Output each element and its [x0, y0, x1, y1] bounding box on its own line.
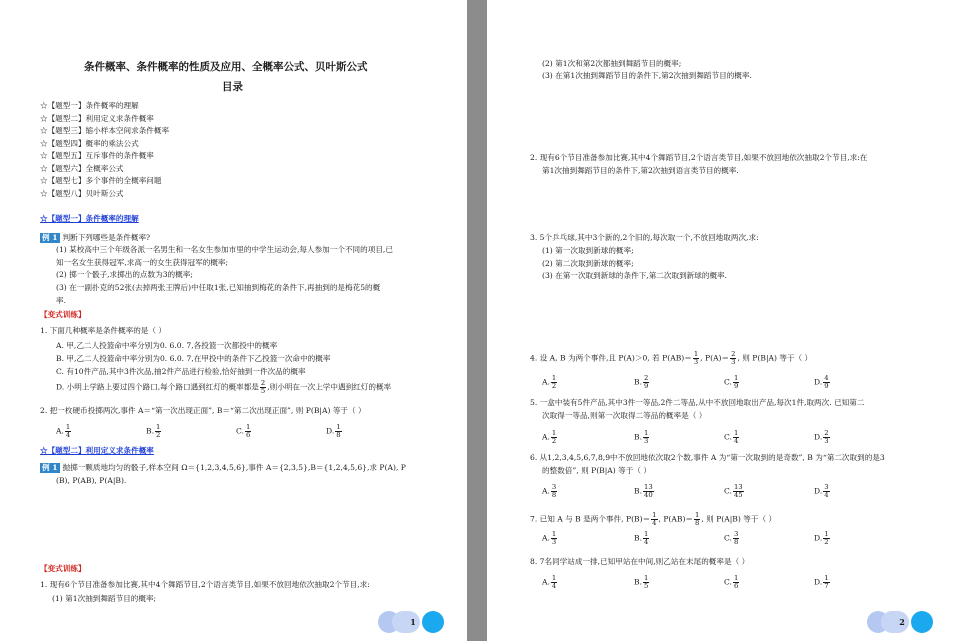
question-1-option-b[interactable]: B. 甲,乙二人投篮命中率分别为0. 6.0. 7,在甲投中的条件下乙投篮一次命中的概率 — [56, 354, 331, 363]
toc-item[interactable]: ☆【题型七】多个事件的全概率问题 — [40, 176, 162, 185]
variant-heading: 【变式训练】 — [40, 310, 86, 319]
option-c[interactable]: C. $\frac{1}{4}$ — [724, 429, 739, 445]
toc-item[interactable]: ☆【题型六】全概率公式 — [40, 163, 124, 173]
question-3-text: (1) 第一次取到新球的概率; — [542, 246, 634, 255]
option-b[interactable]: B. $\frac{1}{5}$ — [634, 574, 649, 590]
question-2-stem: 2. 把一枚硬币投掷两次,事件 A＝“第一次出现正面”, B＝“第二次出现正面”, 则 P(B|A) 等于（ ） — [40, 406, 366, 415]
example-text: 抛掷一颗质地均匀的骰子,样本空间 Ω＝{1,2,3,4,5,6},事件 A＝{2,3,5},B＝{1,2,4,5,6},求 P(A), P — [62, 463, 406, 472]
fraction: $\frac{2}{5}$ — [260, 379, 266, 395]
question-3-text: (3) 在第一次取到新球的条件下,第二次取到新球的概率. — [542, 271, 728, 280]
option-a[interactable]: A. $\frac{1}{2}$ — [542, 374, 557, 390]
option-d[interactable]: D. $\frac{3}{4}$ — [814, 483, 829, 499]
example-text: 率. — [56, 296, 67, 305]
example-text: (1) 某校高中三个年级各派一名男生和一名女生参加市里的中学生运动会,每人参加一个不同的项目,已 — [56, 245, 393, 254]
question-text: (3) 在第1次抽到舞蹈节目的条件下,第2次抽到舞蹈节目的概率. — [542, 71, 752, 80]
option-a[interactable]: A. $\frac{3}{8}$ — [542, 483, 557, 499]
document-title: 条件概率、条件概率的性质及应用、全概率公式、贝叶斯公式 — [84, 61, 368, 73]
question-2-text: 第1次抽到舞蹈节目的条件下,第2次抽到语言类节目的概率. — [542, 166, 739, 175]
question-6-text: 6. 从1,2,3,4,5,6,7,8,9中不放回地依次取2个数,事件 A 为“第一次取到的是奇数”, B 为“第二次取到的是3 — [530, 453, 885, 462]
question-1-option-a[interactable]: A. 甲,乙二人投篮命中率分别为0. 6.0. 7,各投篮一次都投中的概率 — [56, 341, 278, 350]
option-c[interactable]: C. $\frac{13}{45}$ — [724, 483, 743, 499]
option-d[interactable]: D. $\frac{1}{8}$ — [326, 423, 341, 439]
question-text: (2) 第1次和第2次都抽到舞蹈节目的概率; — [542, 59, 682, 68]
question-2-text: 2. 现有6个节目准备参加比赛,其中4个舞蹈节目,2个语言类节目,如果不放回地依次抽取2个节目,求:在 — [530, 153, 868, 162]
page-2 — [487, 0, 965, 641]
option-c[interactable]: C. $\frac{1}{9}$ — [724, 374, 739, 390]
question-8-stem: 8. 7名同学站成一排,已知甲站在中间,则乙站在末尾的概率是（ ） — [530, 557, 750, 566]
example-text: (2) 掷一个骰子,求掷出的点数为3的概率; — [56, 270, 193, 279]
question-4-stem: 4. 设 A, B 为两个事件,且 P(A)＞0, 若 P(AB)＝ $\frac{1}{3}$ , P(A)＝ $\frac{2}{3}$ , 则 P(B|A) 等于（ ） — [530, 350, 813, 366]
question-1-option-d[interactable]: D. 小明上学路上要过四个路口,每个路口遇到红灯的概率都是 $\frac{2}{5}$ ,则小明在一次上学中遇到红灯的概率 — [56, 379, 392, 395]
option-b[interactable]: B. $\frac{1}{2}$ — [146, 423, 161, 439]
question-5-text: 5. 一盒中装有5件产品,其中3件一等品,2件二等品,从中不放回地取出产品,每次1件,取两次. 已知第二 — [530, 398, 865, 407]
example-2 — [40, 463, 406, 473]
section-heading-2: ☆【题型二】利用定义求条件概率 — [40, 446, 154, 455]
page-number: 2 — [899, 617, 905, 627]
question-5-text: 次取得一等品,则第一次取得二等品的概率是（ ） — [542, 411, 707, 420]
example-text: 知一名女生获得冠军,求高一的女生获得冠军的概率; — [56, 257, 229, 267]
option-c[interactable]: C. $\frac{3}{8}$ — [724, 530, 739, 546]
option-a[interactable]: A. $\frac{1}{3}$ — [542, 530, 557, 546]
question-text: (1) 第1次抽到舞蹈节目的概率; — [52, 594, 157, 603]
question-7-stem: 7. 已知 A 与 B 是两个事件, P(B)＝ $\frac{1}{4}$ , P(AB)＝ $\frac{1}{8}$ , 则 P(A|B) 等于（ ） — [530, 511, 777, 527]
option-d[interactable]: D. $\frac{2}{3}$ — [814, 429, 829, 445]
toc-item[interactable]: ☆【题型八】贝叶斯公式 — [40, 188, 124, 198]
question-6-text: 的整数倍”, 则 P(B|A) 等于（ ） — [542, 466, 651, 475]
option-b[interactable]: B. $\frac{1}{4}$ — [634, 530, 649, 546]
option-b[interactable]: B. $\frac{13}{40}$ — [634, 483, 653, 499]
option-d[interactable]: D. $\frac{1}{2}$ — [814, 530, 829, 546]
option-a[interactable]: A. $\frac{1}{4}$ — [542, 574, 557, 590]
question-3-text: 3. 5个乒乓球,其中3个新的,2个旧的,每次取一个,不放回地取两次,求: — [530, 233, 759, 242]
toc-item[interactable]: ☆【题型五】互斥事件的条件概率 — [40, 151, 154, 160]
question-3-text: (2) 第二次取到新球的概率; — [542, 259, 634, 268]
toc-heading: 目录 — [222, 81, 243, 93]
variant-heading: 【变式训练】 — [40, 564, 86, 573]
example-tag: 例 1 — [42, 233, 58, 242]
option-b[interactable]: B. $\frac{2}{9}$ — [634, 374, 649, 390]
option-c[interactable]: C. $\frac{1}{6}$ — [236, 423, 251, 439]
option-d[interactable]: D. $\frac{1}{7}$ — [814, 574, 829, 590]
page-number: 1 — [410, 617, 416, 627]
option-a[interactable]: A. $\frac{1}{4}$ — [56, 423, 71, 439]
toc-item[interactable]: ☆【题型四】概率的乘法公式 — [40, 138, 139, 148]
question-1-stem: 1. 下面几种概率是条件概率的是（ ） — [40, 326, 166, 335]
example-text: (B), P(AB), P(A|B). — [56, 476, 127, 485]
toc-item[interactable]: ☆【题型一】条件概率的理解 — [40, 101, 139, 110]
example-tag: 例 1 — [42, 463, 58, 472]
option-b[interactable]: B. $\frac{1}{3}$ — [634, 429, 649, 445]
toc-item[interactable]: ☆【题型三】缩小样本空间求条件概率 — [40, 126, 170, 135]
question-1-option-c[interactable]: C. 有10件产品,其中3件次品,抽2件产品进行检验,恰好抽到一件次品的概率 — [56, 367, 306, 376]
option-a[interactable]: A. $\frac{1}{2}$ — [542, 429, 557, 445]
example-1 — [40, 233, 150, 243]
example-text: 判断下列哪些是条件概率? — [62, 233, 151, 242]
option-d[interactable]: D. $\frac{4}{9}$ — [814, 374, 829, 390]
section-heading-1: ☆【题型一】条件概率的理解 — [40, 214, 139, 223]
example-text: (3) 在一副扑克的52张(去掉两张王牌后)中任取1张,已知抽到梅花的条件下,再抽到的是梅花5的概 — [56, 283, 381, 292]
question-text: 1. 现有6个节目准备参加比赛,其中4个舞蹈节目,2个语言类节目,如果不放回地依次抽取2个节目,求: — [40, 580, 370, 589]
page-1 — [0, 0, 467, 641]
option-c[interactable]: C. $\frac{1}{6}$ — [724, 574, 739, 590]
toc-item[interactable]: ☆【题型二】利用定义求条件概率 — [40, 113, 154, 123]
